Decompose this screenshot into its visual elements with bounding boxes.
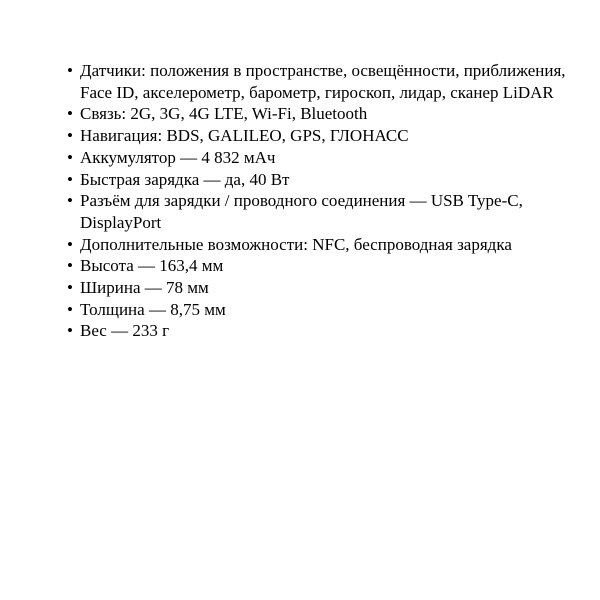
spec-item-extra-features [67, 234, 577, 256]
spec-item-weight [67, 320, 577, 342]
spec-item-fast-charging [67, 169, 577, 191]
spec-list [67, 60, 577, 342]
spec-item-navigation [67, 125, 577, 147]
spec-text: Датчики: положения в пространстве, освещённости, приближения, Face ID, акселерометр, барометр, гироскоп, лидар, сканер LiDAR [80, 61, 566, 102]
spec-text: Связь: 2G, 3G, 4G LTE, Wi-Fi, Bluetooth [80, 104, 368, 124]
spec-text: Вес — 233 г [80, 321, 170, 341]
spec-item-sensors [67, 60, 577, 103]
spec-text: Высота — 163,4 мм [80, 256, 224, 276]
spec-item-width [67, 277, 577, 299]
bullet-icon: • [67, 61, 73, 80]
bullet-icon: • [67, 126, 73, 146]
bullet-icon: • [67, 191, 73, 211]
bullet-icon: • [67, 104, 73, 124]
spec-item-thickness [67, 299, 577, 321]
spec-item-battery [67, 147, 577, 169]
bullet-icon: • [67, 256, 73, 276]
spec-text: Дополнительные возможности: NFC, беспроводная зарядка [80, 234, 512, 254]
spec-item-connector [67, 190, 577, 233]
spec-item-height [67, 255, 577, 277]
spec-text: Толщина — 8,75 мм [80, 299, 226, 319]
spec-text: Разъём для зарядки / проводного соединения — USB Type-C, DisplayPort [80, 191, 523, 232]
bullet-icon: • [67, 169, 73, 189]
spec-text: Быстрая зарядка — да, 40 Вт [80, 169, 290, 189]
spec-text: Аккумулятор — 4 832 мАч [80, 147, 276, 167]
bullet-icon: • [67, 278, 73, 298]
bullet-icon: • [67, 147, 73, 167]
bullet-icon: • [67, 299, 73, 319]
spec-text: Навигация: BDS, GALILEO, GPS, ГЛОНАСС [80, 126, 409, 146]
spec-text: Ширина — 78 мм [80, 278, 209, 298]
bullet-icon: • [67, 321, 73, 341]
bullet-icon: • [67, 234, 73, 254]
spec-item-connectivity [67, 103, 577, 125]
